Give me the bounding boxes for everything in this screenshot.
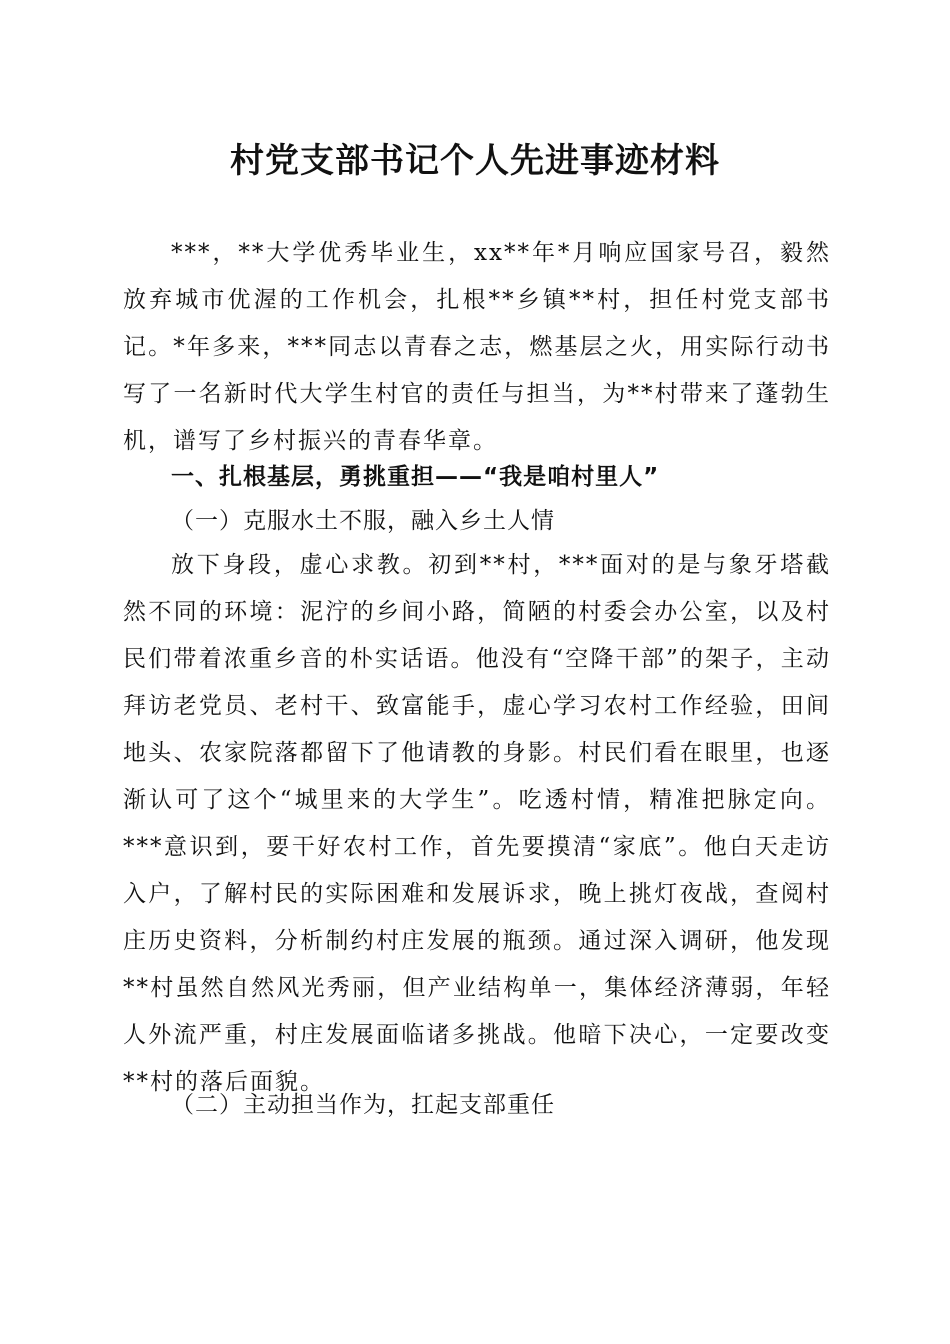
document-title: 村党支部书记个人先进事迹材料 <box>230 141 720 181</box>
subsection-1-paragraph: 放下身段，虚心求教。初到**村，***面对的是与象牙塔截然不同的环境：泥泞的乡间小路，简陋的村委会办公室，以及村民们带着浓重乡音的朴实话语。他没有“空降干部”的架子，主动拜访老党员、老村干、致富能手，虚心学习农村工作经验，田间地头、农家院落都留下了他请教的身影。村民们看在眼里，也逐渐认可了这个“城里来的大学生”。吃透村情，精准把脉定向。***意识到，要干好农村工作，首先要摸清“家底”。他白天走访入户，了解村民的实际困难和发展诉求，晚上挑灯夜战，查阅村庄历史资料，分析制约村庄发展的瓶颈。通过深入调研，他发现**村虽然自然风光秀丽，但产业结构单一，集体经济薄弱，年轻人外流严重，村庄发展面临诸多挑战。他暗下决心，一定要改变**村的落后面貌。 <box>123 552 831 1095</box>
subsection-heading-1: （一）克服水土不服，融入乡土人情 <box>171 508 555 534</box>
section-heading-1: 一、扎根基层，勇挑重担——“我是咱村里人” <box>171 464 660 490</box>
subsection-heading-2: （二）主动担当作为，扛起支部重任 <box>171 1092 555 1118</box>
intro-paragraph: ***，**大学优秀毕业生，xx**年*月响应国家号召，毅然放弃城市优渥的工作机会，扎根**乡镇**村，担任村党支部书记。*年多来，***同志以青春之志，燃基层之火，用实际行动书写了一名新时代大学生村官的责任与担当，为**村带来了蓬勃生机，谱写了乡村振兴的青春华章。 <box>123 240 831 454</box>
